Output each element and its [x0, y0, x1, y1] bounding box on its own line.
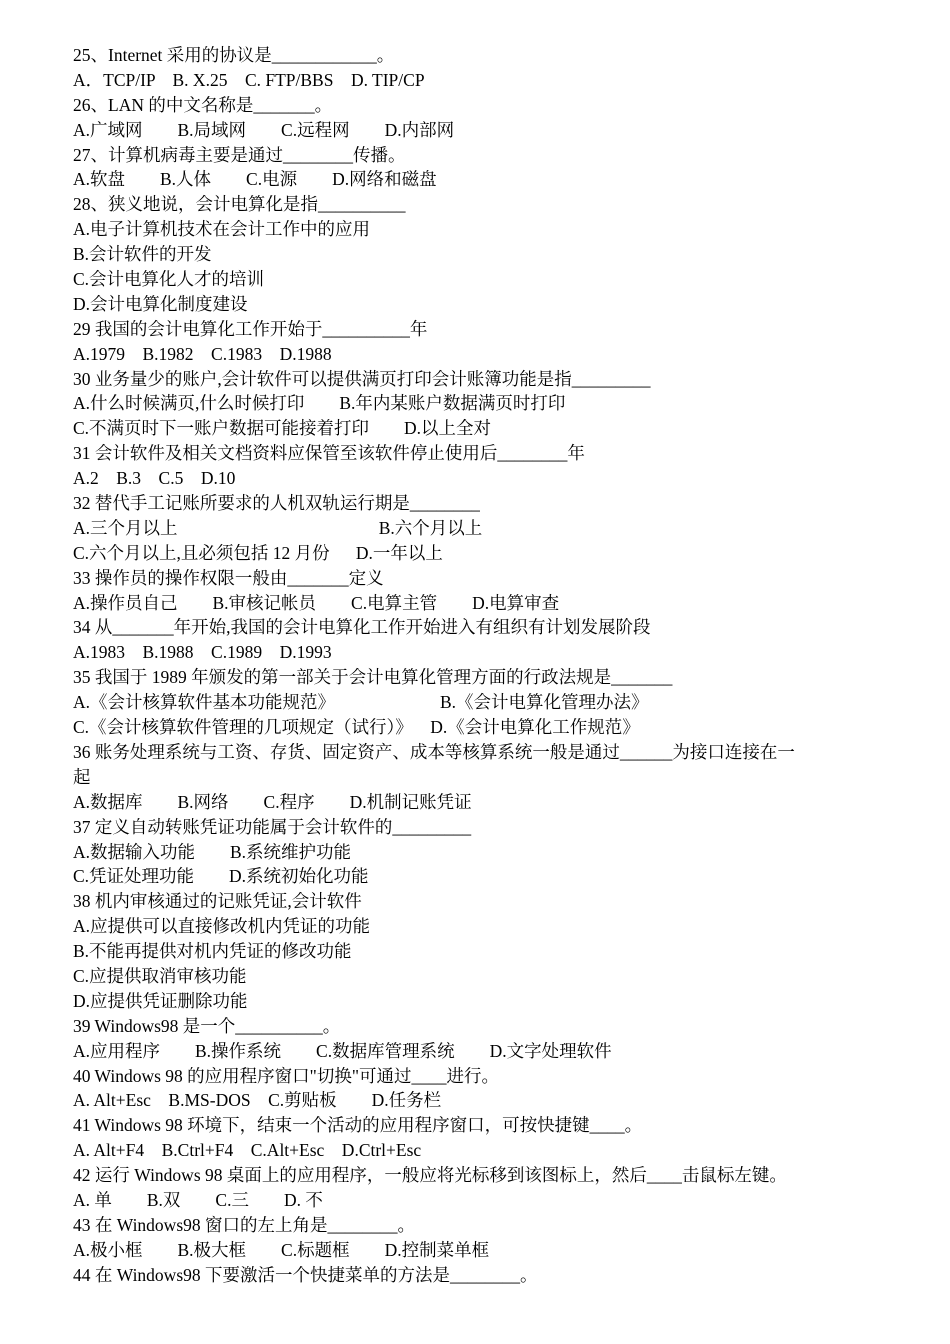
options-36: A.数据库 B.网络 C.程序 D.机制记账凭证	[73, 791, 472, 812]
question-30: 30 业务量少的账户,会计软件可以提供满页打印会计账簿功能是指_________	[73, 368, 651, 389]
option-38-a: A.应提供可以直接修改机内凭证的功能	[73, 916, 371, 937]
options-29: A.1979 B.1982 C.1983 D.1988	[73, 343, 332, 364]
options-35-ab: A.《会计核算软件基本功能规范》 B.《会计电算化管理办法》	[73, 692, 649, 713]
question-31: 31 会计软件及相关文档资料应保管至该软件停止使用后________年	[73, 443, 585, 464]
question-44: 44 在 Windows98 下要激活一个快捷菜单的方法是________。	[73, 1264, 538, 1285]
question-42: 42 运行 Windows 98 桌面上的应用程序，一般应将光标移到该图标上，然后____击鼠标左键。	[73, 1165, 787, 1186]
options-41: A. Alt+F4 B.Ctrl+F4 C.Alt+Esc D.Ctrl+Esc	[73, 1140, 422, 1161]
options-30-ab: A.什么时候满页,什么时候打印 B.年内某账户数据满页时打印	[73, 393, 566, 414]
options-42: A. 单 B.双 C.三 D. 不	[73, 1189, 323, 1210]
options-35-cd: C.《会计核算软件管理的几项规定（试行）》 D.《会计电算化工作规范》	[73, 717, 640, 738]
options-27: A.软盘 B.人体 C.电源 D.网络和磁盘	[73, 169, 437, 190]
option-38-d: D.应提供凭证删除功能	[73, 990, 248, 1011]
question-38: 38 机内审核通过的记账凭证,会计软件	[73, 891, 362, 912]
question-36-continued: 起	[73, 766, 91, 787]
question-29: 29 我国的会计电算化工作开始于__________年	[73, 318, 428, 339]
options-37-ab: A.数据输入功能 B.系统维护功能	[73, 841, 352, 862]
options-30-cd: C.不满页时下一账户数据可能接着打印 D.以上全对	[73, 418, 492, 439]
question-26: 26、LAN 的中文名称是_______。	[73, 94, 333, 115]
options-37-cd: C.凭证处理功能 D.系统初始化功能	[73, 866, 369, 887]
options-25: A．TCP/IP B. X.25 C. FTP/BBS D. TIP/CP	[73, 69, 425, 90]
question-39: 39 Windows98 是一个__________。	[73, 1015, 341, 1036]
question-40: 40 Windows 98 的应用程序窗口"切换"可通过____进行。	[73, 1065, 499, 1086]
question-25: 25、Internet 采用的协议是____________。	[73, 45, 395, 65]
question-41: 41 Windows 98 环境下，结束一个活动的应用程序窗口，可按快捷键____。	[73, 1115, 643, 1136]
option-38-b: B.不能再提供对机内凭证的修改功能	[73, 941, 352, 962]
options-32-ab: A.三个月以上 B.六个月以上	[73, 517, 483, 538]
question-35: 35 我国于 1989 年颁发的第一部关于会计电算化管理方面的行政法规是_______	[73, 667, 673, 688]
options-32-cd: C.六个月以上,且必须包括 12 月份 D.一年以上	[73, 542, 443, 563]
option-38-c: C.应提供取消审核功能	[73, 965, 247, 986]
options-40: A. Alt+Esc B.MS-DOS C.剪贴板 D.任务栏	[73, 1090, 442, 1111]
question-27: 27、计算机病毒主要是通过________传播。	[73, 144, 406, 165]
question-28: 28、狭义地说，会计电算化是指__________	[73, 194, 406, 215]
question-36: 36 账务处理系统与工资、存货、固定资产、成本等核算系统一般是通过______为接口连接在一	[73, 741, 795, 762]
options-43: A.极小框 B.极大框 C.标题框 D.控制菜单框	[73, 1239, 490, 1260]
options-34: A.1983 B.1988 C.1989 D.1993	[73, 642, 332, 663]
option-28-c: C.会计电算化人才的培训	[73, 269, 265, 290]
options-33: A.操作员自己 B.审核记帐员 C.电算主管 D.电算审查	[73, 592, 560, 613]
option-28-a: A.电子计算机技术在会计工作中的应用	[73, 219, 371, 240]
option-28-d: D.会计电算化制度建设	[73, 293, 248, 314]
question-32: 32 替代手工记账所要求的人机双轨运行期是________	[73, 493, 480, 514]
question-33: 33 操作员的操作权限一般由_______定义	[73, 567, 384, 588]
option-28-b: B.会计软件的开发	[73, 244, 212, 265]
question-37: 37 定义自动转账凭证功能属于会计软件的_________	[73, 816, 472, 837]
options-39: A.应用程序 B.操作系统 C.数据库管理系统 D.文字处理软件	[73, 1040, 612, 1061]
question-34: 34 从_______年开始,我国的会计电算化工作开始进入有组织有计划发展阶段	[73, 617, 651, 638]
question-43: 43 在 Windows98 窗口的左上角是________。	[73, 1214, 416, 1235]
options-31: A.2 B.3 C.5 D.10	[73, 468, 236, 489]
document-page	[73, 43, 893, 1288]
options-26: A.广域网 B.局域网 C.远程网 D.内部网	[73, 119, 455, 140]
